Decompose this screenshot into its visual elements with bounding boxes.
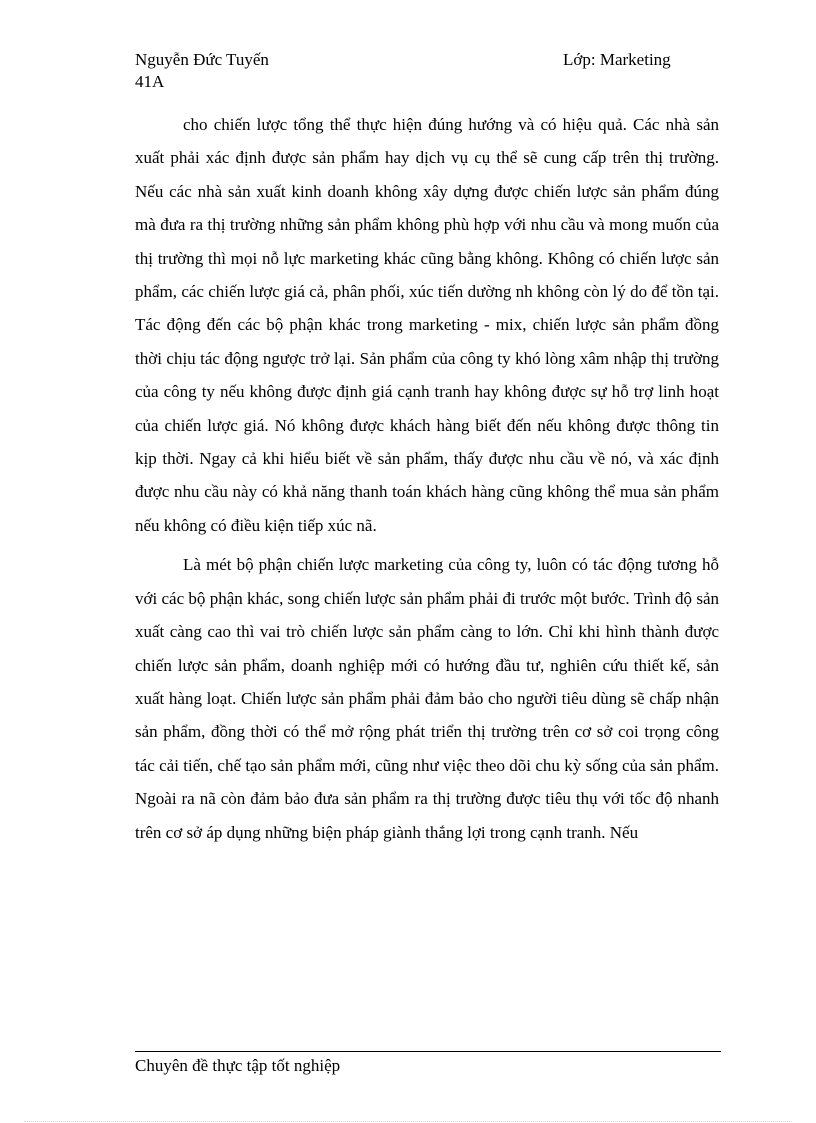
footer-divider xyxy=(135,1051,721,1052)
paragraph-2: Là mét bộ phận chiến lược marketing của công ty, luôn có tác động tương hỗ với các bộ phận khác, song chiến lược sản phẩm phải đi trước một bước. Trình độ sản xuất càng cao thì vai trò chiến lược sản phẩm càng to lớn. Chỉ khi hình thành được chiến lược sản phẩm, doanh nghiệp mới có hướng đầu tư, nghiên cứu thiết kế, sản xuất hàng loạt. Chiến lược sản phẩm phải đảm bảo cho người tiêu dùng sẽ chấp nhận sản phẩm, đồng thời có thể mở rộng phát triển thị trường trên cơ sở coi trọng công tác cải tiến, chế tạo sản phẩm mới, cũng như việc theo dõi chu kỳ sống của sản phẩm. Ngoài ra nã còn đảm bảo đưa sản phẩm ra thị trường được tiêu thụ với tốc độ nhanh trên cơ sở áp dụng những biện pháp giành thắng lợi trong cạnh tranh. Nếu xyxy=(135,555,719,842)
header-class: Lớp: Marketing xyxy=(563,50,671,69)
document-body xyxy=(135,108,719,849)
author-class-code: 41A xyxy=(135,72,165,91)
footer-label: Chuyên đề thực tập tốt nghiệp xyxy=(135,1056,341,1075)
page-bottom-edge xyxy=(24,1121,792,1122)
author-name: Nguyễn Đức Tuyến xyxy=(135,50,269,69)
header-author xyxy=(135,49,269,93)
paragraph-1: cho chiến lược tổng thể thực hiện đúng hướng và có hiệu quả. Các nhà sản xuất phải xác định được sản phẩm hay dịch vụ cụ thể sẽ cung cấp trên thị trường. Nếu các nhà sản xuất kinh doanh không xây dựng được chiến lược sản phẩm đúng mà đưa ra thị trường những sản phẩm không phù hợp với nhu cầu và mong muốn của thị trường thì mọi nỗ lực marketing khác cũng bằng không. Không có chiến lược sản phẩm, các chiến lược giá cả, phân phối, xúc tiến dường nh không còn lý do để tồn tại. Tác động đến các bộ phận khác trong marketing - mix, chiến lược sản phẩm đồng thời chịu tác động ngược trở lại. Sản phẩm của công ty khó lòng xâm nhập thị trường của công ty nếu không được định giá cạnh tranh hay không được sự hỗ trợ linh hoạt của chiến lược giá. Nó không được khách hàng biết đến nếu không được thông tin kịp thời. Ngay cả khi hiểu biết về sản phẩm, thấy được nhu cầu về nó, và xác định được nhu cầu này có khả năng thanh toán khách hàng cũng không thể mua sản phẩm nếu không có điều kiện tiếp xúc nã. xyxy=(135,115,719,535)
